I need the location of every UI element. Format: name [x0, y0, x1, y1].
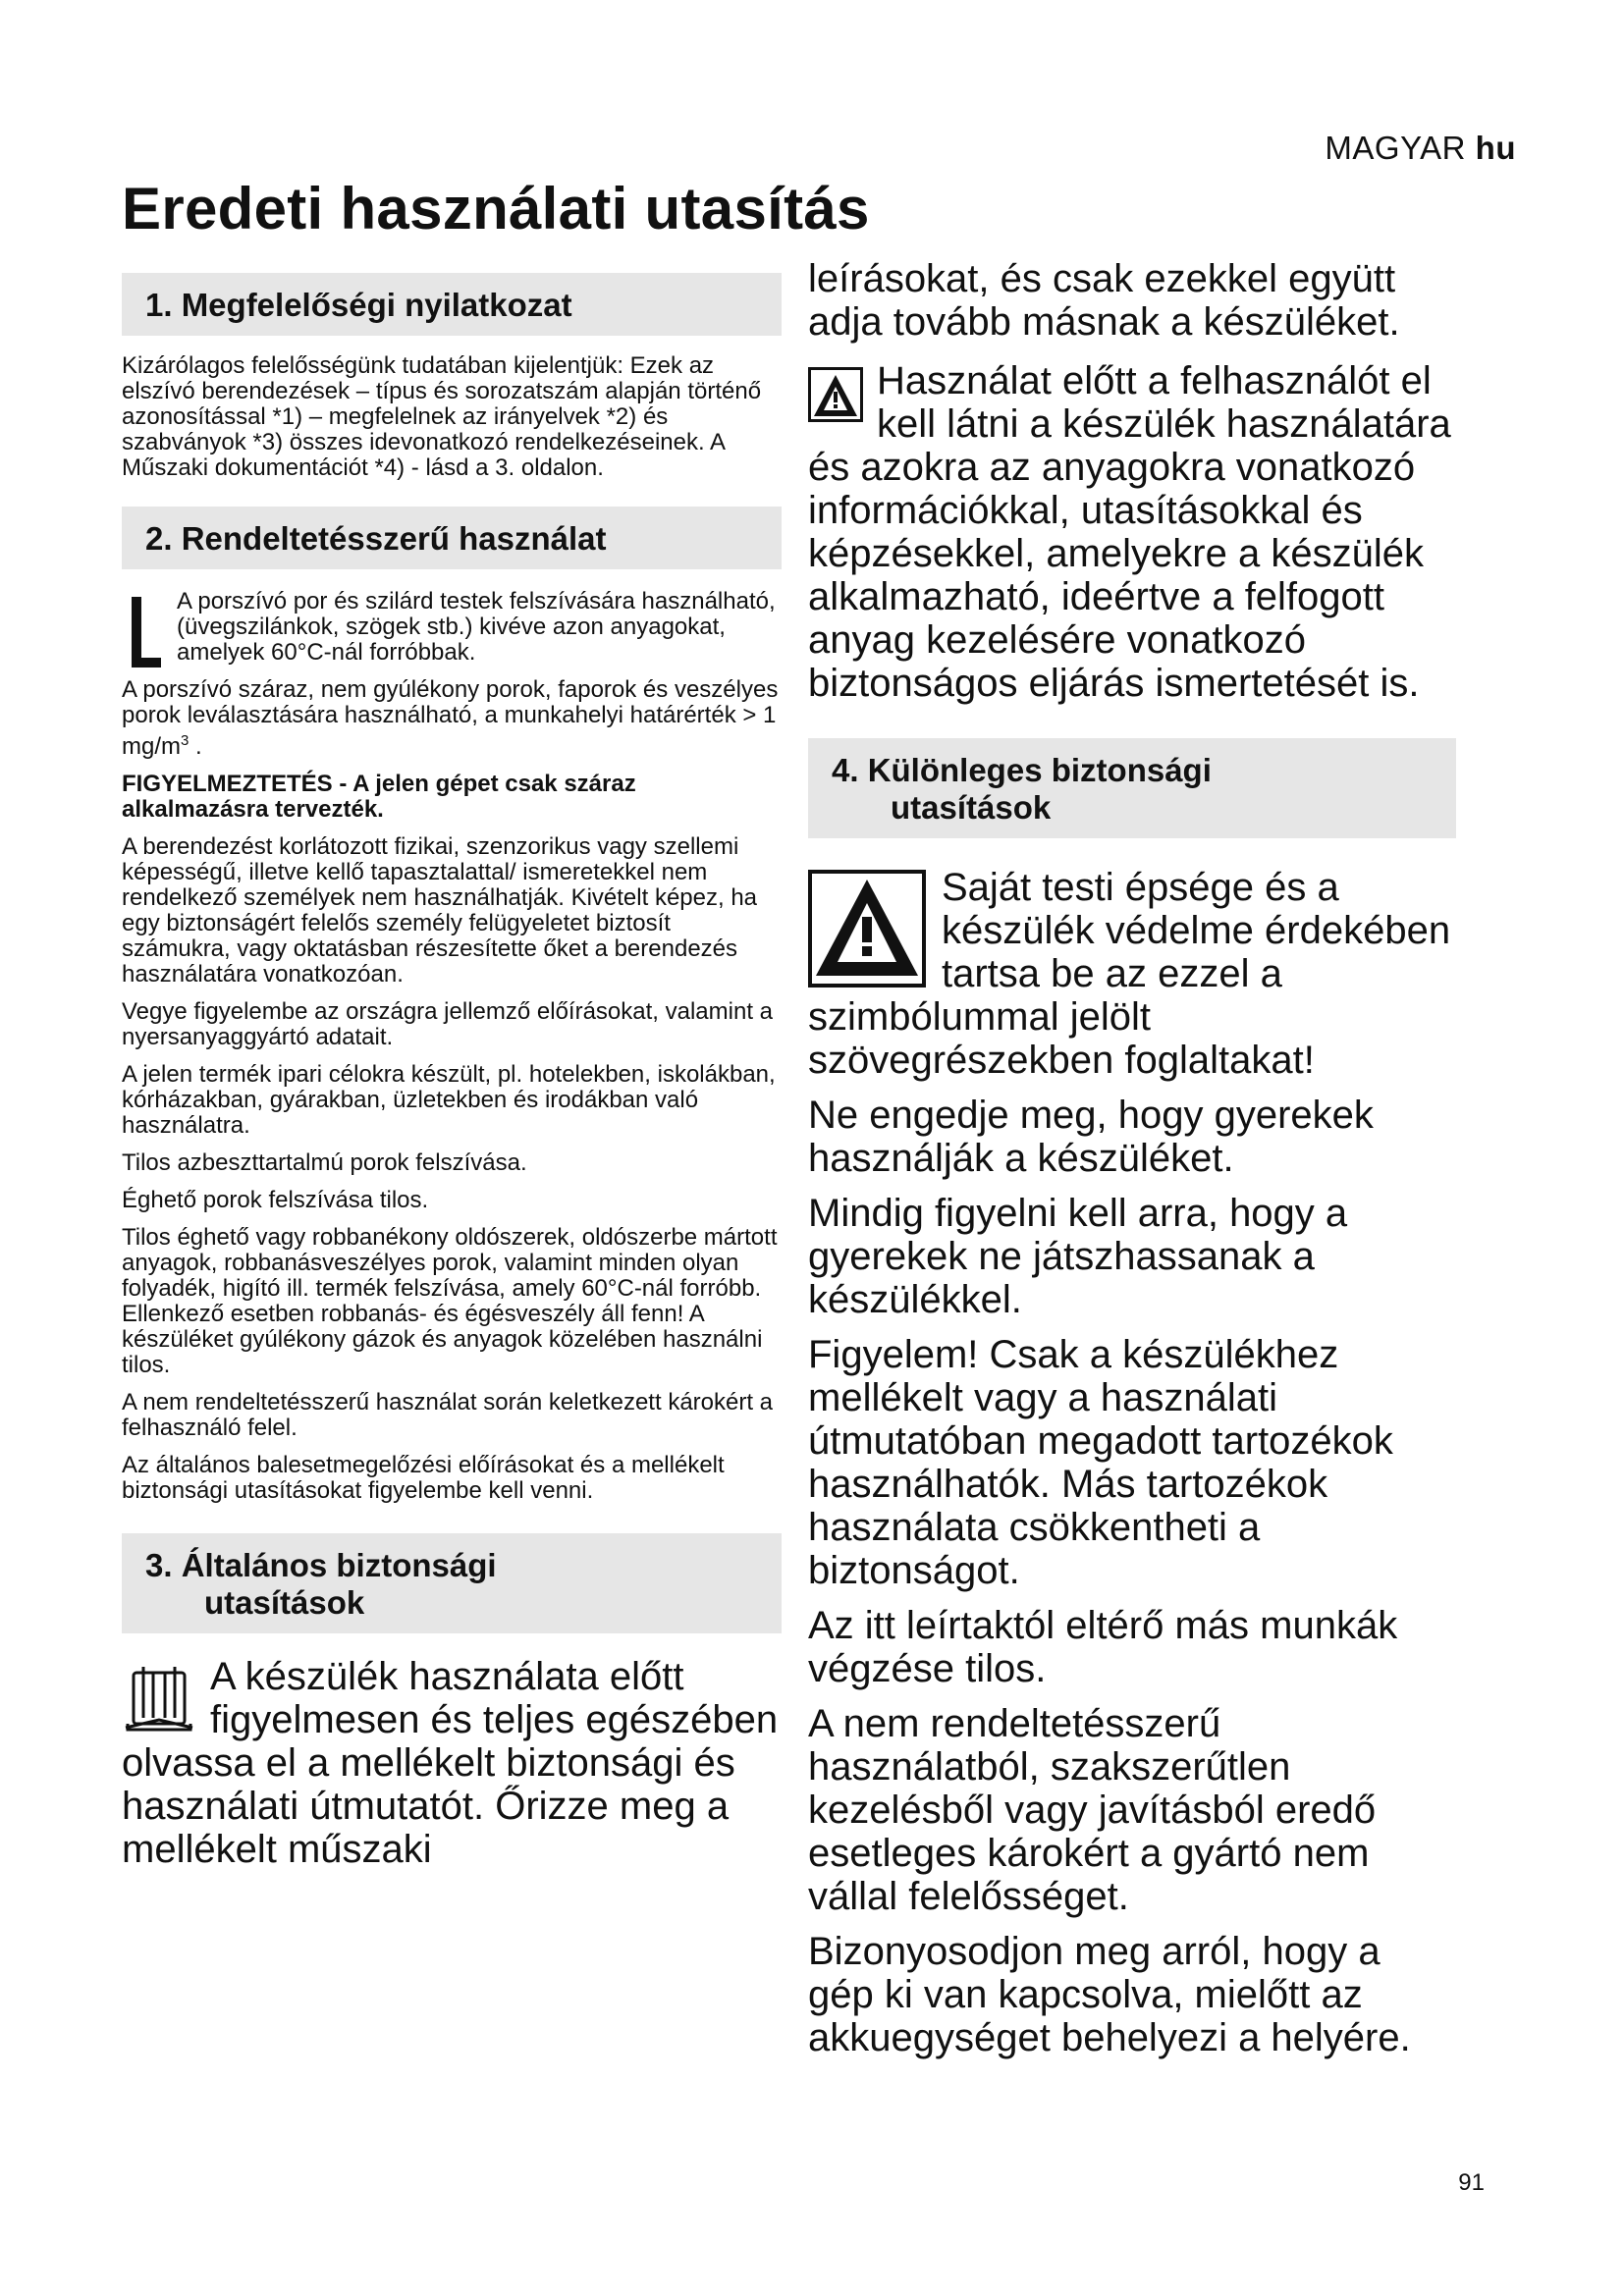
left-column [122, 263, 782, 1883]
letter-l-icon [132, 597, 161, 667]
language-name: MAGYAR [1325, 130, 1466, 166]
section-2-p10: Az általános balesetmegelőzési előírásokat és a mellékelt biztonsági utasításokat figyelembe kell venni. [122, 1452, 725, 1504]
section-2-heading: 2. Rendeltetésszerű használat [122, 507, 782, 569]
section-2-p4: Vegye figyelembe az országra jellemző előírásokat, valamint a nyersanyaggyártó adatait. [122, 998, 773, 1050]
section-4-heading-line2: utasítások [891, 789, 1052, 826]
language-code: hu [1475, 130, 1516, 166]
section-2-p2-end: . [189, 733, 202, 760]
section-4-p2: Ne engedje meg, hogy gyerekek használják a készüléket. [808, 1094, 1374, 1180]
section-2-p8: Tilos éghető vagy robbanékony oldószerek, oldószerbe mártott anyagok, robbanásveszélyes porok, valamint minden olyan folyadék, higító ill. termék felszívása, amely 60°C-nál forróbb. Ellenkező esetben robbanás- és égésveszély áll fenn! A készüléket gyúlékony gázok és anyagok közelében használni tilos. [122, 1224, 778, 1378]
document-title: Eredeti használati utasítás [122, 176, 870, 241]
open-book-icon [122, 1661, 196, 1735]
section-2-p2-superscript: 3 [181, 732, 189, 749]
manual-note [122, 1655, 782, 1871]
language-label [1325, 130, 1516, 167]
section-1-text: Kizárólagos felelősségünk tudatában kijelentjük: Ezek az elszívó berendezések – típus és sorozatszám alapján történő azonosítással *1) – megfelelnek az irányelvek *2) és szabványok *3) összes idevonatkozó rendelkezéseinek. A Műszaki dokumentációt *4) - lásd a 3. oldalon. [122, 352, 762, 481]
section-4-p5: Az itt leírtaktól eltérő más munkák végzése tilos. [808, 1604, 1398, 1690]
section-2-p6: Tilos azbeszttartalmú porok felszívása. [122, 1149, 527, 1176]
section-3-p2: Használat előtt a felhasználót el kell látni a készülék használatára és azokra az anyagokra vonatkozó információkkal, utasításokkal és képzésekkel, amelyekre a készülék alkalmazható, ideértve a felfogott anyag kezelésére vonatkozó biztonságos eljárás ismertetését is. [808, 359, 1451, 705]
section-3-p1-continued: leírásokat, és csak ezekkel együtt adja tovább másnak a készüléket. [808, 257, 1400, 344]
section-2-p3: A berendezést korlátozott fizikai, szenzorikus vagy szellemi képességű, illetve kellő tapasztalattal/ ismeretekkel nem rendelkező személyek nem használhatják. Kivételt képez, ha egy biztonságért felelős személy felügyeletet biztosít számukra, vagy oktatásban részesítette őket a berendezés használatára vonatkozóan. [122, 833, 758, 988]
section-3-p1-left: A készülék használata előtt figyelmesen és teljes egészében olvassa el a mellékelt biztonsági és használati útmutatót. Őrizze meg a mellékelt műszaki [122, 1655, 779, 1871]
section-4-p4: Figyelem! Csak a készülékhez mellékelt vagy a használati útmutatóban megadott tartozékok használhatók. Más tartozékok használata csökkentheti a biztonságot. [808, 1333, 1393, 1592]
section-3-heading-line1: 3. Általános biztonsági [145, 1547, 497, 1583]
intended-use-paragraph [122, 587, 782, 666]
page-number: 91 [1458, 2169, 1485, 2196]
section-4-heading-line1: 4. Különleges biztonsági [832, 752, 1212, 788]
section-3-heading [122, 1533, 782, 1633]
right-column [808, 257, 1456, 2071]
section-1-heading: 1. Megfelelőségi nyilatkozat [122, 273, 782, 336]
warning-triangle-large-icon [808, 870, 926, 988]
section-2-warning: FIGYELMEZTETÉS - A jelen gépet csak száraz alkalmazásra tervezték. [122, 771, 636, 823]
section-2-p2-main: A porszívó száraz, nem gyúlékony porok, faporok és veszélyes porok leválasztására használható, a munkahelyi határérték > 1 mg/m [122, 676, 779, 760]
section-4-p3: Mindig figyelni kell arra, hogy a gyerekek ne játszhassanak a készülékkel. [808, 1192, 1348, 1321]
section-4-p6: A nem rendeltetésszerű használatból, szakszerűtlen kezelésből vagy javításból eredő esetleges károkért a gyártó nem vállal felelősséget. [808, 1702, 1377, 1918]
section-2-p5: A jelen termék ipari célokra készült, pl. hotelekben, iskolákban, kórházakban, gyárakban, üzletekben és irodákban való használatra. [122, 1061, 776, 1139]
section-4-heading [808, 738, 1456, 838]
warning-triangle-icon [808, 367, 863, 422]
section-2-p7: Éghető porok felszívása tilos. [122, 1187, 429, 1213]
section-4-p1: Saját testi épsége és a készülék védelme érdekében tartsa be az ezzel a szimbólummal jelölt szövegrészekben foglaltakat! [808, 866, 1451, 1082]
safety-symbol-note [808, 866, 1456, 1082]
section-2-p1: A porszívó por és szilárd testek felszívására használható, (üvegszilánkok, szögek stb.) kivéve azon anyagokat, amelyek 60°C-nál forróbbak. [177, 588, 776, 666]
section-3-heading-line2: utasítások [204, 1584, 365, 1621]
section-2-p9: A nem rendeltetésszerű használat során keletkezett károkért a felhasználó felel. [122, 1389, 774, 1441]
section-2-p2 [122, 677, 782, 760]
section-4-p7: Bizonyosodjon meg arról, hogy a gép ki van kapcsolva, mielőtt az akkuegységet behelyezi a helyére. [808, 1930, 1411, 2059]
operator-training-note [808, 359, 1456, 705]
